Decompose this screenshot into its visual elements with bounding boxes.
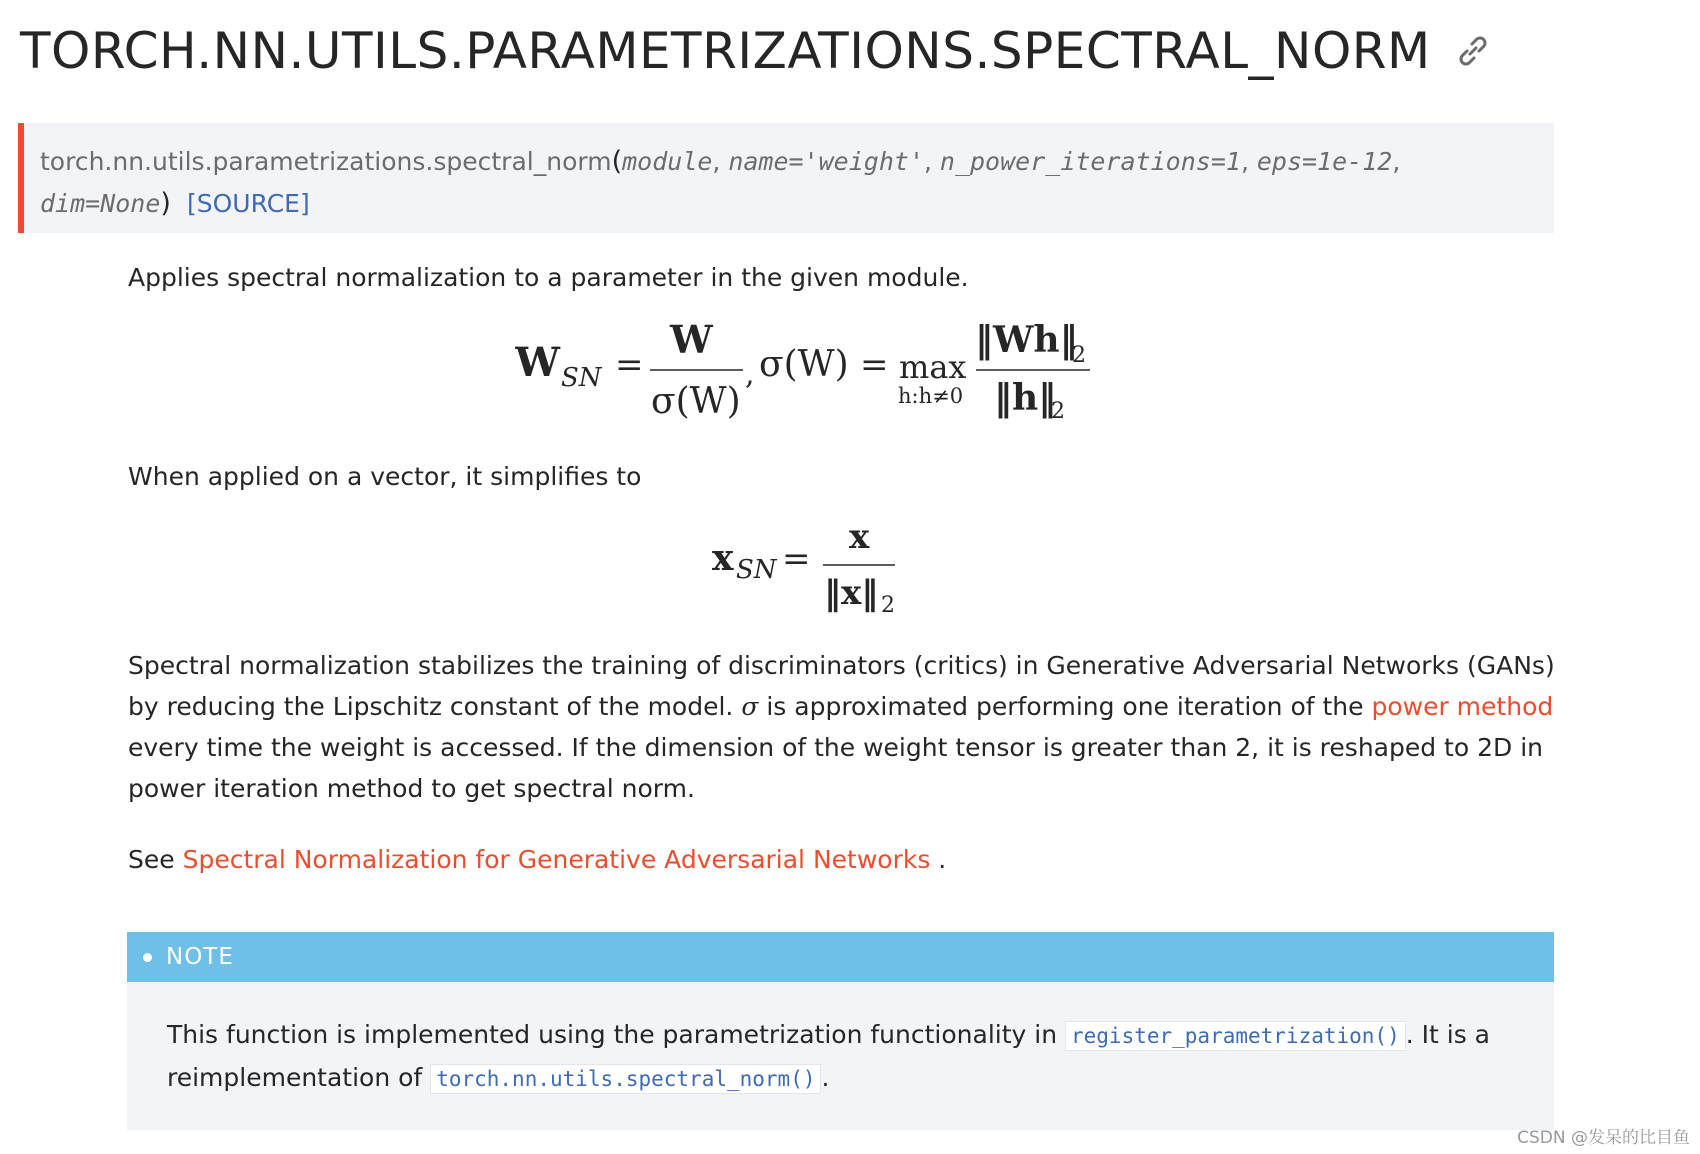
power-method-link[interactable]: power method — [1371, 692, 1554, 721]
eq1-norm-num: ‖Wh‖ — [975, 319, 1078, 361]
equation-spectral-norm — [515, 318, 1135, 430]
vector-intro-text: When applied on a vector, it simplifies to — [128, 462, 642, 491]
note-text-2: . It is a reimplementation of — [167, 1020, 1490, 1092]
link-icon[interactable] — [1453, 31, 1493, 71]
eq1-lhs: W — [515, 339, 560, 386]
open-paren: ( — [611, 146, 623, 177]
param-n-power-iterations: n_power_iterations=1 — [939, 147, 1241, 176]
watermark: CSDN @发呆的比目鱼 — [1517, 1128, 1690, 1148]
eq1-equals-2: = — [860, 345, 889, 385]
title-row — [20, 16, 1493, 86]
eq1-comma: , — [745, 357, 755, 392]
eq1-frac-num: W — [670, 318, 713, 362]
eq2-equals: = — [782, 539, 811, 579]
desc-part-1: Spectral normalization stabilizes the training of discriminators (critics) in Generative Adversarial Networks (GANs) by reducing the Lipschitz constant of the model. — [128, 651, 1555, 721]
close-paren: ) — [160, 188, 171, 219]
eq1-max-sub: h:h≠0 — [898, 384, 964, 408]
spectral-norm-link[interactable]: torch.nn.utils.spectral_norm() — [430, 1064, 821, 1094]
intro-text: Applies spectral normalization to a parameter in the given module. — [128, 263, 969, 292]
see-also-text — [128, 839, 1558, 880]
eq2-den: ‖x‖ — [824, 573, 879, 613]
param-module: module — [622, 147, 713, 176]
eq2-lhs-sub: SN — [736, 555, 777, 585]
note-text-1: This function is implemented using the parametrization functionality in — [167, 1020, 1065, 1049]
eq1-equals: = — [615, 345, 644, 385]
see-label: See — [128, 845, 183, 874]
param-eps: eps=1e-12 — [1256, 147, 1393, 176]
eq1-sigma-w: σ(W) — [759, 344, 849, 385]
param-dim: dim=None — [40, 189, 161, 218]
eq1-norm-den-sub: 2 — [1051, 399, 1065, 424]
note-header — [127, 932, 1554, 982]
source-link[interactable]: [SOURCE] — [186, 189, 310, 218]
page-title: TORCH.NN.UTILS.PARAMETRIZATIONS.SPECTRAL_NORM — [20, 22, 1431, 80]
description-text — [128, 645, 1558, 809]
eq1-max: max — [899, 348, 967, 386]
eq2-lhs: x — [712, 537, 734, 579]
eq1-norm-den: ‖h‖ — [994, 377, 1057, 419]
note-text-3: . — [821, 1063, 830, 1092]
note-box — [127, 932, 1554, 1130]
desc-part-3: every time the weight is accessed. If the dimension of the weight tensor is greater than 2, it is reshaped to 2D in power iteration method to get spectral norm. — [128, 733, 1543, 803]
eq1-frac-den: σ(W) — [651, 381, 741, 422]
equation-vector-norm — [710, 520, 910, 620]
function-name: torch.nn.utils.parametrizations.spectral_norm — [40, 147, 612, 176]
sigma-symbol: σ — [741, 692, 759, 721]
note-heading: NOTE — [166, 944, 234, 970]
note-body — [127, 982, 1554, 1100]
register-parametrization-link[interactable]: register_parametrization() — [1065, 1021, 1406, 1051]
desc-part-2: is approximated performing one iteration of the — [758, 692, 1372, 721]
eq1-norm-num-sub: 2 — [1072, 343, 1086, 368]
eq2-den-sub: 2 — [881, 593, 895, 618]
param-name: name='weight' — [728, 147, 924, 176]
bullet-icon — [143, 953, 152, 962]
function-signature: torch.nn.utils.parametrizations.spectral_norm(module, name='weight', n_power_iterations=1, eps=1e-12, dim=None) [SOURCE] — [18, 123, 1554, 233]
eq2-num: x — [849, 520, 870, 557]
see-end: . — [930, 845, 947, 874]
paper-link[interactable]: Spectral Normalization for Generative Adversarial Networks — [182, 845, 931, 874]
eq1-lhs-sub: SN — [561, 363, 602, 393]
